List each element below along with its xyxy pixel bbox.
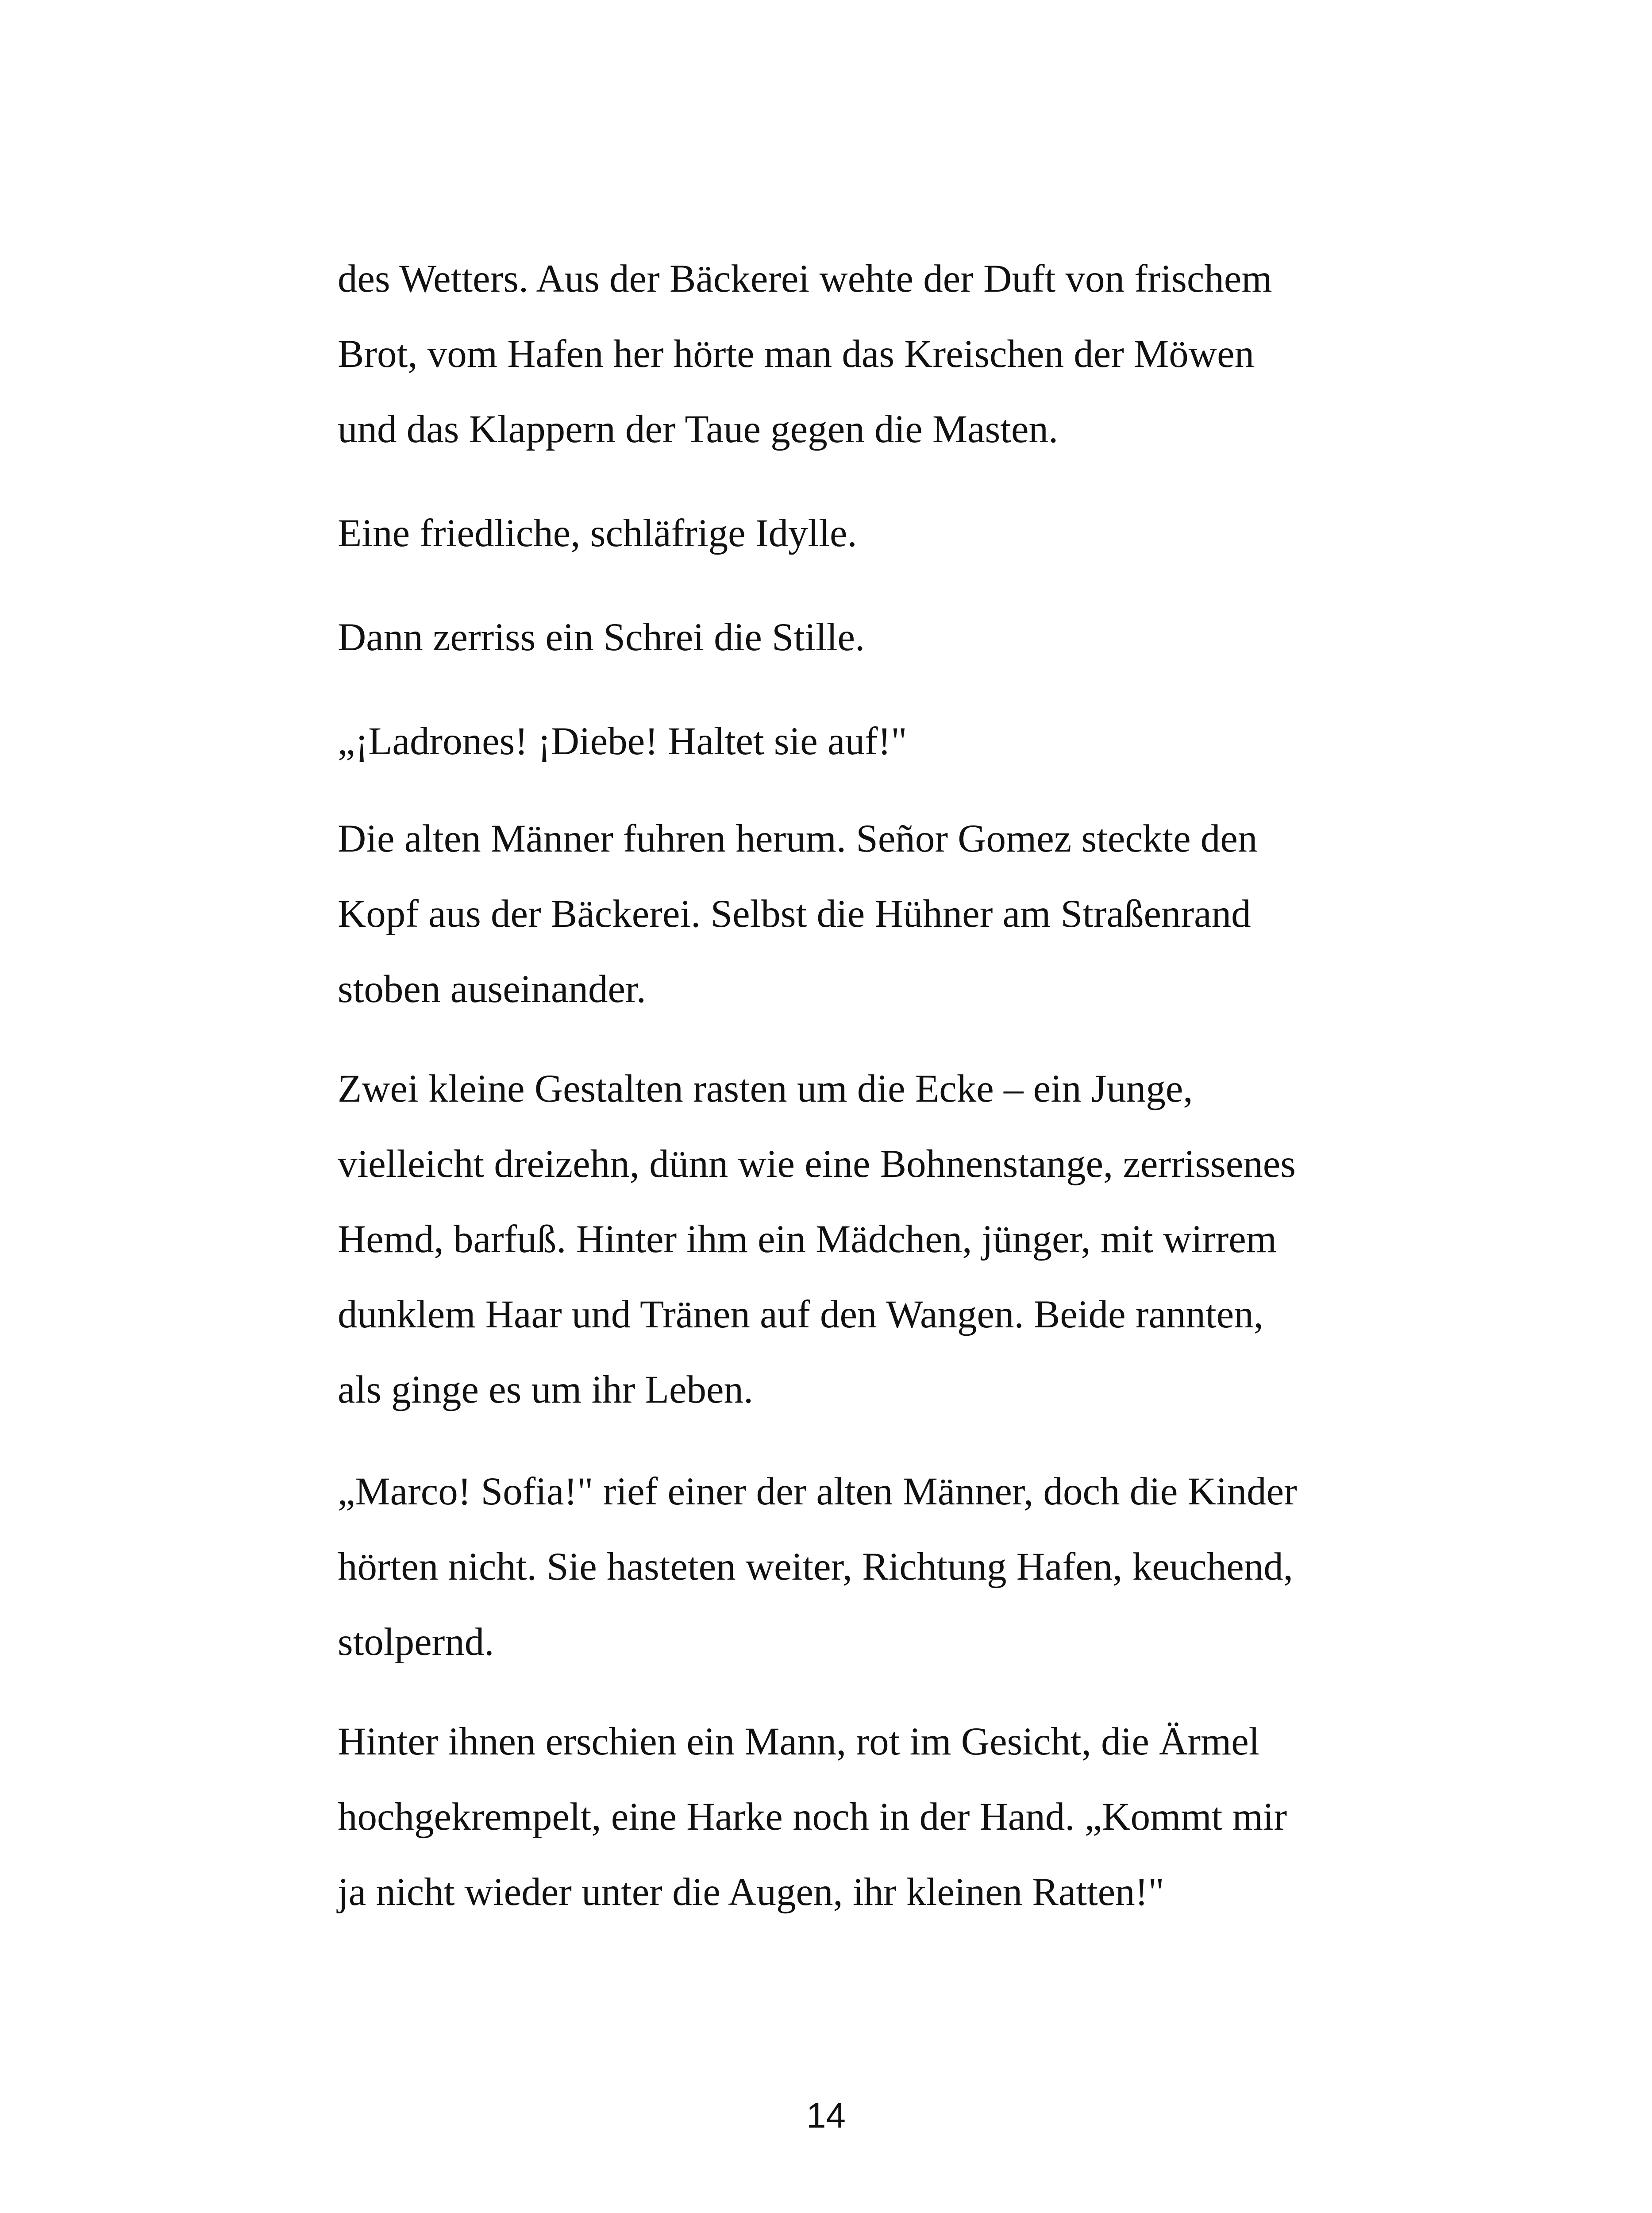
text-line: dunklem Haar und Tränen auf den Wangen. Beide rannten,: [338, 1293, 1264, 1336]
text-line: Hemd, barfuß. Hinter ihm ein Mädchen, jünger, mit wirrem: [338, 1218, 1277, 1261]
text-line: ja nicht wieder unter die Augen, ihr kleinen Ratten!": [338, 1870, 1164, 1914]
text-line: hochgekrempelt, eine Harke noch in der Hand. „Kommt mir: [338, 1795, 1287, 1839]
text-line: Eine friedliche, schläfrige Idylle.: [338, 512, 857, 555]
text-line: hörten nicht. Sie hasteten weiter, Richtung Hafen, keuchend,: [338, 1545, 1293, 1588]
text-line: des Wetters. Aus der Bäckerei wehte der Duft von frischem: [338, 257, 1272, 301]
text-line: „¡Ladrones! ¡Diebe! Haltet sie auf!": [338, 720, 907, 763]
text-line: Die alten Männer fuhren herum. Señor Gomez steckte den: [338, 817, 1258, 860]
text-line: Hinter ihnen erschien ein Mann, rot im Gesicht, die Ärmel: [338, 1720, 1260, 1763]
page-number: 14: [806, 2096, 846, 2135]
text-line: stoben auseinander.: [338, 968, 646, 1011]
text-line: als ginge es um ihr Leben.: [338, 1368, 754, 1411]
text-line: und das Klappern der Taue gegen die Masten.: [338, 408, 1059, 451]
text-line: Zwei kleine Gestalten rasten um die Ecke – ein Junge,: [338, 1067, 1193, 1110]
text-line: Kopf aus der Bäckerei. Selbst die Hühner am Straßenrand: [338, 892, 1251, 936]
text-line: vielleicht dreizehn, dünn wie eine Bohnenstange, zerrissenes: [338, 1142, 1296, 1186]
text-line: stolpernd.: [338, 1620, 494, 1664]
text-line: Dann zerriss ein Schrei die Stille.: [338, 616, 865, 659]
text-line: „Marco! Sofia!" rief einer der alten Männer, doch die Kinder: [338, 1470, 1297, 1513]
text-line: Brot, vom Hafen her hörte man das Kreischen der Möwen: [338, 332, 1255, 376]
